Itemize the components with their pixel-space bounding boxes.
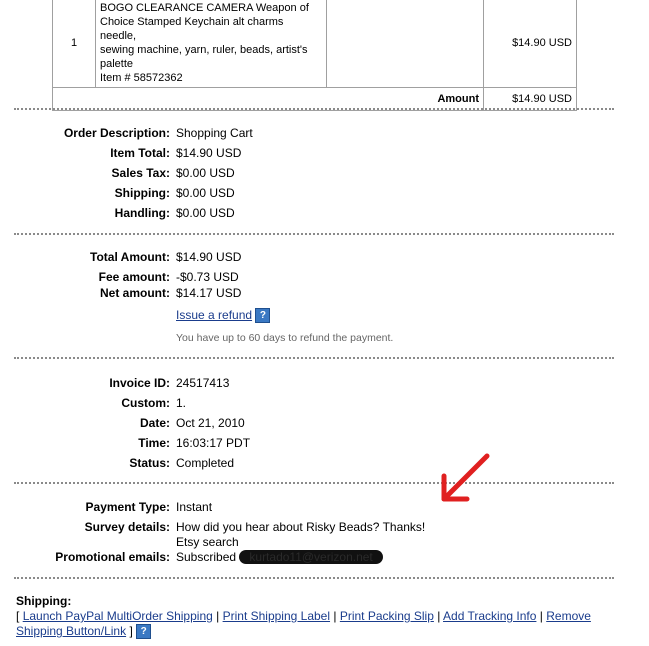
shipping-value: $0.00 USD — [176, 186, 235, 200]
total-amount-label: Total Amount: — [90, 250, 170, 264]
divider — [14, 482, 614, 484]
net-amount-row — [0, 286, 649, 304]
divider — [14, 577, 614, 579]
net-amount-label: Net amount: — [100, 286, 170, 300]
fee-amount-label: Fee amount: — [98, 270, 170, 284]
handling-value: $0.00 USD — [176, 206, 235, 220]
shipping-links: [ Launch PayPal MultiOrder Shipping | Print Shipping Label | Print Packing Slip | Add Tracking Info | Remove Shipping Button/Link ] ? — [16, 609, 591, 638]
survey-answer: Etsy search — [176, 535, 239, 549]
order-description-row — [0, 126, 649, 144]
time-row — [0, 436, 649, 454]
fee-amount-value: -$0.73 USD — [176, 270, 239, 284]
total-amount-row — [0, 250, 649, 268]
sales-tax-label: Sales Tax: — [111, 166, 170, 180]
custom-row — [0, 396, 649, 414]
refund-row — [0, 308, 649, 326]
promo-row — [0, 550, 649, 568]
shipping-row — [0, 186, 649, 204]
item-number: Item # 58572362 — [100, 72, 183, 84]
promo-value: Subscribed — [176, 550, 237, 564]
promo-label: Promotional emails: — [55, 550, 170, 564]
date-row — [0, 416, 649, 434]
launch-multiorder-shipping-link[interactable]: Launch PayPal MultiOrder Shipping — [22, 609, 213, 623]
invoice-id-value: 24517413 — [176, 376, 230, 390]
total-amount-value: $14.90 USD — [176, 250, 242, 264]
payment-type-value: Instant — [176, 500, 213, 514]
survey-question: How did you hear about Risky Beads? Thanks! — [176, 520, 426, 534]
divider — [14, 233, 614, 235]
refund-note: You have up to 60 days to refund the payment. — [176, 332, 394, 344]
item-table — [52, 0, 577, 111]
time-label: Time: — [138, 436, 170, 450]
sales-tax-value: $0.00 USD — [176, 166, 235, 180]
add-tracking-info-link[interactable]: Add Tracking Info — [443, 609, 537, 623]
shipping-label: Shipping: — [114, 186, 170, 200]
handling-row — [0, 206, 649, 224]
status-row — [0, 456, 649, 474]
status-value: Completed — [176, 456, 235, 470]
amount-label: Amount — [53, 88, 484, 111]
shipping-title: Shipping: — [16, 594, 72, 608]
item-total-value: $14.90 USD — [176, 146, 242, 160]
divider — [14, 357, 614, 359]
redacted-email: kurtado11@verizon.net — [239, 550, 382, 564]
order-description-value: Shopping Cart — [176, 126, 253, 140]
item-description: BOGO CLEARANCE CAMERA Weapon of Choice Stamped Keychain alt charms needle, sewing machine, yarn, ruler, beads, artist's palette Item # 58572362 — [96, 0, 327, 88]
item-price: $14.90 USD — [484, 0, 577, 88]
date-value: Oct 21, 2010 — [176, 416, 245, 430]
help-icon[interactable]: ? — [255, 308, 270, 323]
item-qty: 1 — [53, 0, 96, 88]
print-shipping-label-link[interactable]: Print Shipping Label — [222, 609, 331, 623]
payment-type-row — [0, 500, 649, 518]
invoice-id-label: Invoice ID: — [109, 376, 170, 390]
refund-note-row — [0, 332, 649, 350]
annotation-arrow-icon — [436, 452, 492, 504]
status-label: Status: — [129, 456, 170, 470]
item-options-cell — [327, 0, 484, 88]
order-description-label: Order Description: — [63, 126, 170, 140]
amount-value: $14.90 USD — [484, 88, 577, 111]
net-amount-value: $14.17 USD — [176, 286, 242, 300]
date-label: Date: — [139, 416, 170, 430]
issue-refund-link[interactable]: Issue a refund — [176, 308, 253, 322]
print-packing-slip-link[interactable]: Print Packing Slip — [339, 609, 434, 623]
divider — [14, 108, 614, 110]
help-icon[interactable]: ? — [136, 624, 151, 639]
time-value: 16:03:17 PDT — [176, 436, 251, 450]
survey-label: Survey details: — [84, 520, 170, 534]
table-row — [53, 0, 577, 88]
custom-value: 1. — [176, 396, 187, 410]
item-total-row — [0, 146, 649, 164]
item-total-label: Item Total: — [110, 146, 170, 160]
sales-tax-row — [0, 166, 649, 184]
custom-label: Custom: — [121, 396, 170, 410]
invoice-id-row — [0, 376, 649, 394]
remove-shipping-button-link[interactable]: Remove Shipping Button/Link — [16, 609, 591, 638]
payment-type-label: Payment Type: — [85, 500, 170, 514]
handling-label: Handling: — [114, 206, 170, 220]
